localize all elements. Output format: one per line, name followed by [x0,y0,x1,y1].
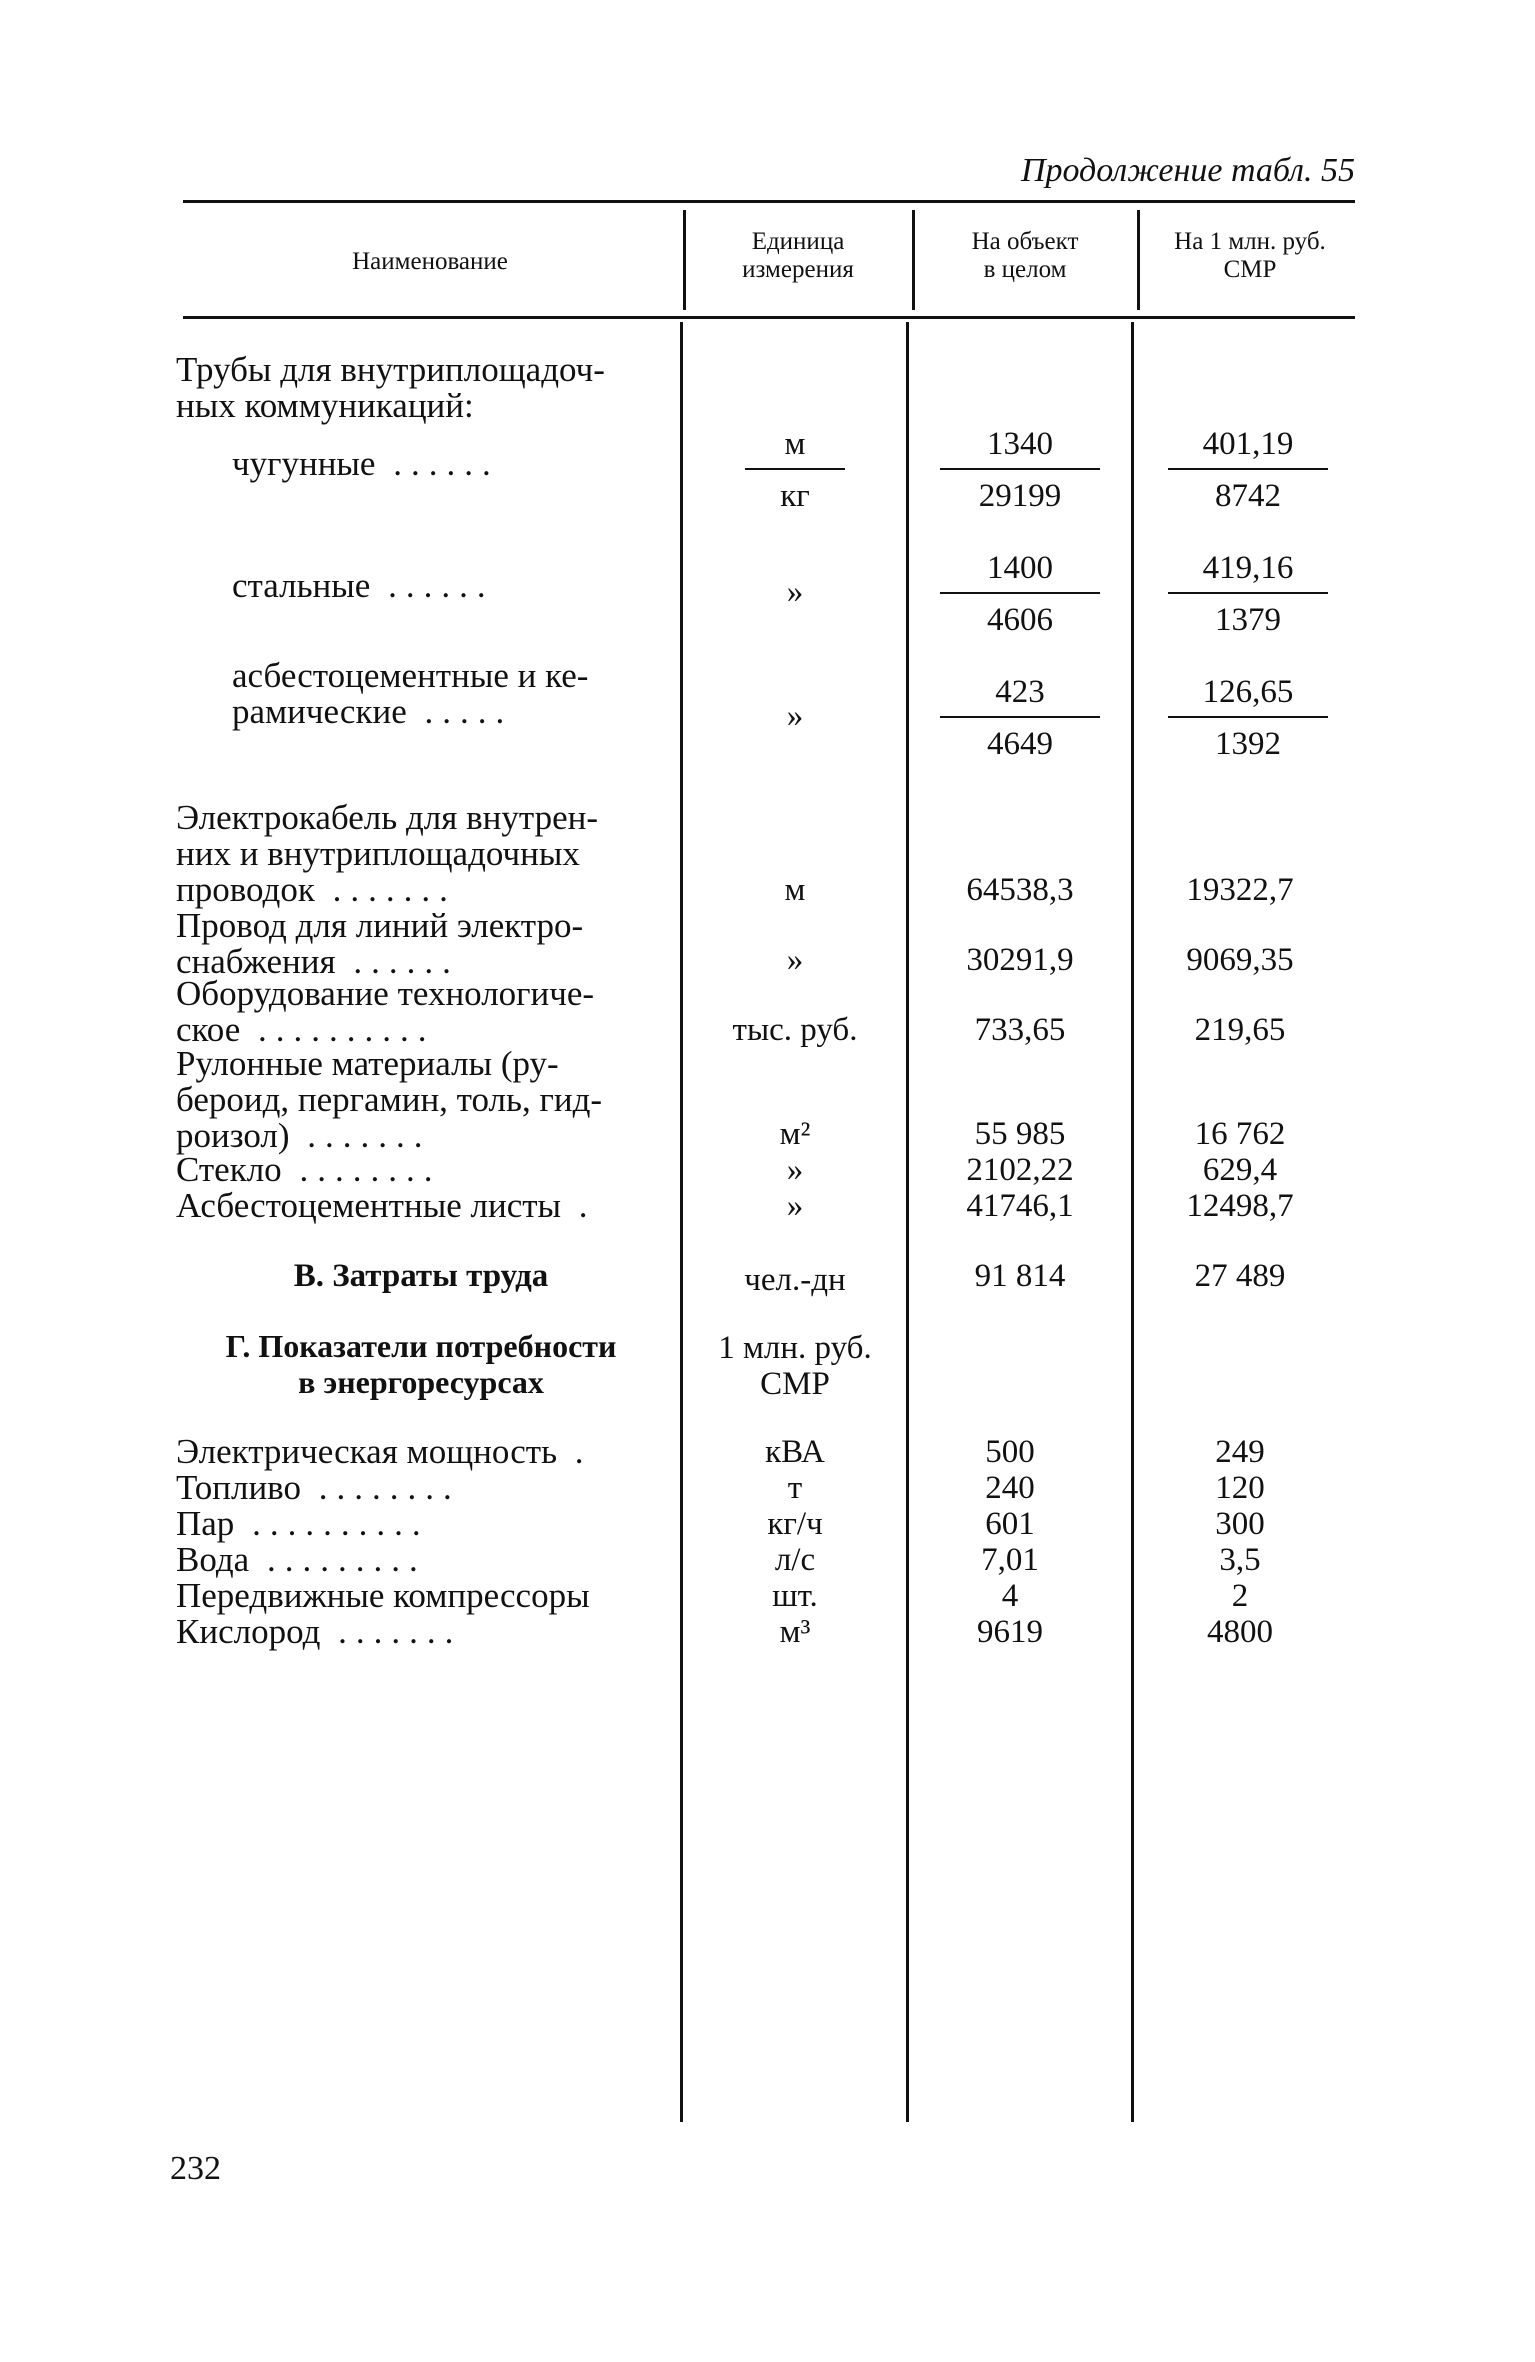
unit-compressors: шт. [772,1578,818,1614]
header-per-mln-line2: СМР [1223,256,1277,283]
unit-roll: м² [779,1116,811,1152]
unit-cast-iron-bot: кг [780,478,810,514]
row-name-oxygen: Кислород ....... [176,1612,463,1651]
obj-roll: 55 985 [974,1116,1066,1152]
header-unit [688,228,908,284]
header-unit-line2: измерения [742,256,854,283]
header-object-line2: в целом [983,256,1067,283]
unit-water: л/с [774,1542,816,1578]
labor-title: В. Затраты труда [293,1258,549,1294]
obj-oxygen: 9619 [977,1614,1043,1650]
energy-title-line1: Г. Показатели потребности [225,1328,617,1364]
row-name-wire-line1: Провод для линий электро- [176,906,584,945]
row-name-power-text: Электрическая мощность [176,1432,558,1471]
per-steam: 300 [1215,1506,1265,1542]
energy-title [176,1328,666,1400]
row-name-wire: Провод для линий электро- снабжения ...... [176,906,584,981]
row-name-fuel: Топливо ........ [176,1468,461,1507]
top-rule [183,200,1355,203]
column-divider-3-body [1131,322,1134,2122]
column-divider-2-body [906,322,909,2122]
unit-cast-iron-top: м [745,426,845,470]
row-name-steel: стальные ...... [232,566,495,605]
row-name-compressors-text: Передвижные компрессоры [176,1576,590,1615]
row-name-cable-line3: проводок [176,870,315,909]
obj-cast-iron [940,426,1100,514]
obj-asbestos [940,674,1100,762]
energy-title-line2: в энергоресурсах [298,1364,544,1400]
per-cast-iron-bot: 8742 [1215,478,1281,514]
unit-steel: » [786,574,804,610]
obj-cast-iron-top: 1340 [940,426,1100,470]
obj-water: 7,01 [981,1542,1039,1578]
unit-glass: » [786,1152,804,1188]
unit-equipment: тыс. руб. [732,1012,858,1048]
unit-asbestos: » [786,698,804,734]
obj-wire: 30291,9 [966,942,1074,978]
unit-fuel: т [787,1470,803,1506]
obj-cable: 64538,3 [966,872,1074,908]
row-name-oxygen-text: Кислород [176,1612,321,1651]
obj-asbestos-bot: 4649 [987,726,1053,762]
row-name-compressors [176,1578,590,1614]
obj-power: 500 [985,1434,1035,1470]
per-asbestos [1168,674,1328,762]
row-name-steam: Пар .......... [176,1504,430,1543]
page-number: 232 [170,2150,221,2187]
column-divider-1-body [680,322,683,2122]
unit-labor: чел.-дн [744,1262,846,1298]
per-power: 249 [1215,1434,1265,1470]
unit-oxygen: м³ [779,1614,811,1650]
obj-compressors: 4 [1001,1578,1019,1614]
header-object [915,228,1135,284]
header-per-mln-line1: На 1 млн. руб. [1174,228,1326,255]
unit-energy-header [690,1330,900,1402]
obj-asbestos-sheets: 41746,1 [966,1188,1074,1224]
header-rule [183,316,1355,319]
per-compressors: 2 [1231,1578,1249,1614]
per-cable: 19322,7 [1186,872,1294,908]
row-name-asbestos-sheets-text: Асбестоцементные листы [176,1186,562,1225]
unit-steam: кг/ч [767,1506,823,1542]
row-name-wire-line2: снабжения [176,942,336,981]
obj-labor: 91 814 [974,1258,1066,1294]
row-name-equipment-line1: Оборудование технологиче- [176,974,595,1013]
row-name-asbestos: асбестоцементные и ке- рамические ..... [232,656,589,731]
obj-steel-top: 1400 [940,550,1100,594]
per-cast-iron-top: 401,19 [1168,426,1328,470]
row-name-steel-text: стальные [232,566,371,605]
obj-cast-iron-bot: 29199 [978,478,1062,514]
pipes-title-line2: ных коммуникаций: [176,386,474,425]
row-name-glass: Стекло ........ [176,1150,442,1189]
per-steel-bot: 1379 [1215,602,1281,638]
obj-steel [940,550,1100,638]
per-labor: 27 489 [1194,1258,1286,1294]
header-name: Наименование [352,248,508,275]
header-per-mln [1140,228,1360,284]
row-name-asbestos-line2: рамические [232,692,407,731]
obj-fuel: 240 [985,1470,1035,1506]
column-divider-1 [683,210,686,310]
unit-cast-iron [745,426,845,514]
unit-power: кВА [765,1434,825,1470]
per-water: 3,5 [1219,1542,1261,1578]
per-asbestos-bot: 1392 [1215,726,1281,762]
pipes-title-line1: Трубы для внутриплощадоч- [176,350,605,389]
row-name-steam-text: Пар [176,1504,235,1543]
row-name-cast-iron-text: чугунные [232,444,376,483]
row-name-power: Электрическая мощность . [176,1432,593,1471]
pipes-title [176,352,605,424]
per-asbestos-sheets: 12498,7 [1186,1188,1294,1224]
obj-glass: 2102,22 [966,1152,1074,1188]
row-name-roll-line2: бероид, пергамин, толь, гид- [176,1080,603,1119]
unit-energy-header-line1: 1 млн. руб. [718,1330,872,1366]
row-name-roll: Рулонные материалы (ру- бероид, пергамин, толь, гид- роизол) ....... [176,1044,603,1155]
table-caption: Продолжение табл. 55 [1020,152,1355,189]
obj-steam: 601 [985,1506,1035,1542]
per-oxygen: 4800 [1207,1614,1273,1650]
row-name-water-text: Вода [176,1540,250,1579]
per-wire: 9069,35 [1186,942,1294,978]
row-name-cable-line1: Электрокабель для внутрен- [176,798,598,837]
header-unit-line1: Единица [751,228,845,255]
per-glass: 629,4 [1202,1152,1278,1188]
obj-steel-bot: 4606 [987,602,1053,638]
per-equipment: 219,65 [1194,1012,1286,1048]
row-name-roll-line3: роизол) [176,1116,290,1155]
row-name-equipment-line2: ское [176,1010,241,1049]
row-name-asbestos-sheets: Асбестоцементные листы . [176,1186,597,1225]
per-steel [1168,550,1328,638]
per-roll: 16 762 [1194,1116,1286,1152]
row-name-water: Вода ......... [176,1540,427,1579]
unit-cable: м [784,872,806,908]
unit-energy-header-line2: СМР [760,1366,830,1402]
per-steel-top: 419,16 [1168,550,1328,594]
header-object-line1: На объект [971,228,1079,255]
row-name-fuel-text: Топливо [176,1468,301,1507]
row-name-cast-iron: чугунные ...... [232,444,500,483]
obj-equipment: 733,65 [974,1012,1066,1048]
unit-wire: » [786,942,804,978]
per-cast-iron [1168,426,1328,514]
row-name-cable-line2: них и внутриплощадочных [176,834,580,873]
row-name-asbestos-line1: асбестоцементные и ке- [232,656,589,695]
row-name-roll-line1: Рулонные материалы (ру- [176,1044,559,1083]
unit-asbestos-sheets: » [786,1188,804,1224]
row-name-cable: Электрокабель для внутрен- них и внутриплощадочных проводок ....... [176,798,598,909]
per-fuel: 120 [1215,1470,1265,1506]
obj-asbestos-top: 423 [940,674,1100,718]
row-name-equipment: Оборудование технологиче- ское .......... [176,974,595,1049]
row-name-glass-text: Стекло [176,1150,282,1189]
per-asbestos-top: 126,65 [1168,674,1328,718]
